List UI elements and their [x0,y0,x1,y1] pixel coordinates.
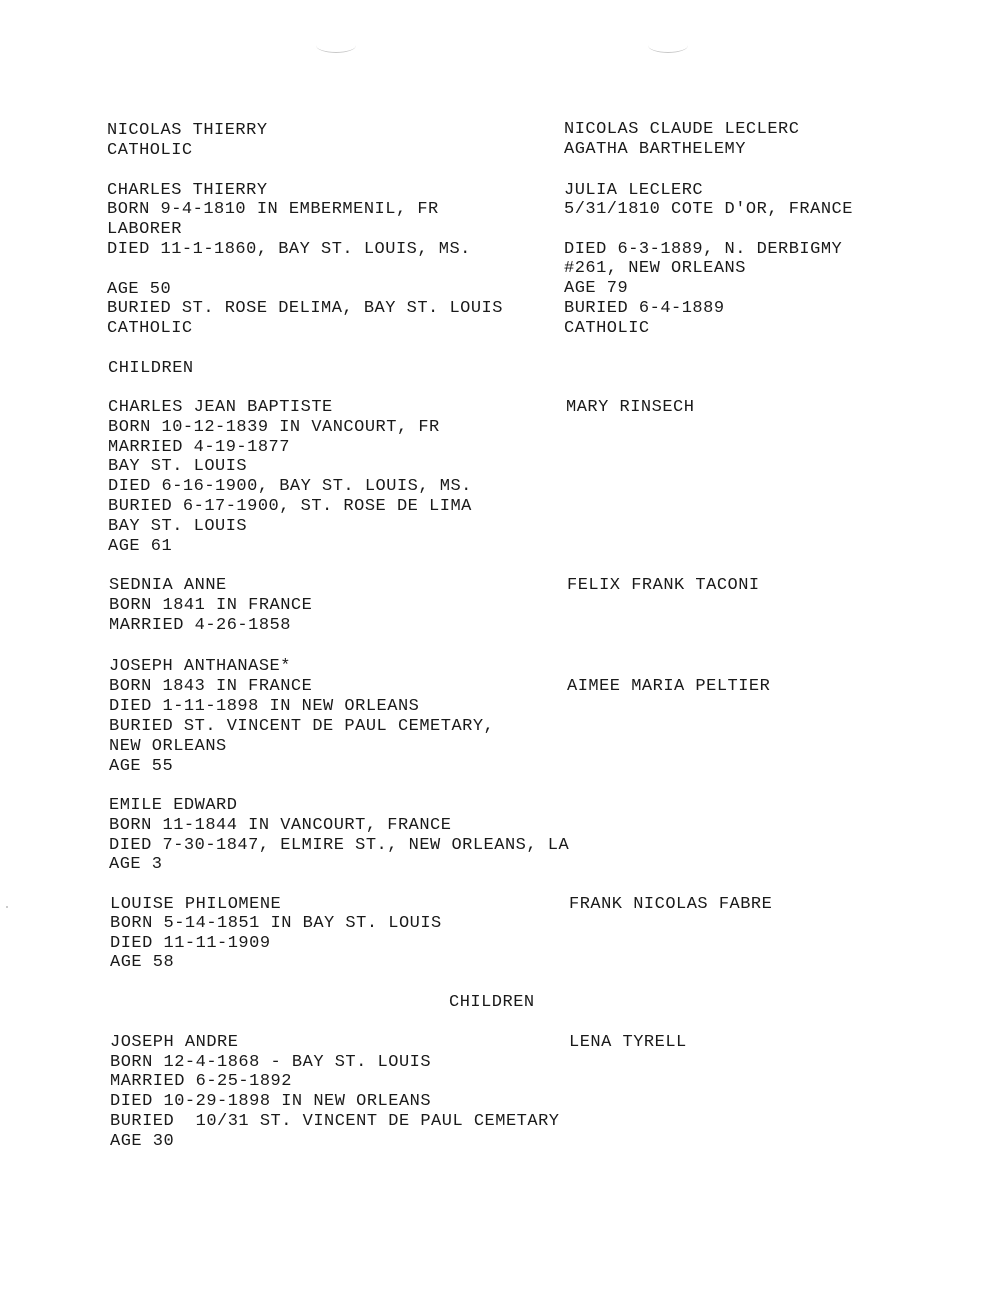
child3-spouse: AIMEE MARIA PELTIER [567,677,771,696]
husband-burial: BURIED ST. ROSE DELIMA, BAY ST. LOUIS [107,299,503,318]
child5-death: DIED 11-11-1909 [110,934,271,953]
child3-birth: BORN 1843 IN FRANCE [109,677,313,696]
child1-death: DIED 6-16-1900, BAY ST. LOUIS, MS. [108,477,472,496]
husband-death: DIED 11-1-1860, BAY ST. LOUIS, MS. [107,240,471,259]
grandchild1-spouse: LENA TYRELL [569,1033,687,1052]
scan-speck [6,906,8,908]
child3-age: AGE 55 [109,757,174,776]
child1-birth: BORN 10-12-1839 IN VANCOURT, FR [108,418,440,437]
child4-age: AGE 3 [109,855,163,874]
wife-religion: CATHOLIC [564,319,650,338]
children-heading: CHILDREN [108,359,194,378]
punch-hole-mark-right [648,38,688,53]
husband-occupation: LABORER [107,220,182,239]
wife-burial: BURIED 6-4-1889 [564,299,725,318]
husband-age: AGE 50 [107,280,172,299]
child1-name: CHARLES JEAN BAPTISTE [108,398,333,417]
wife-name: JULIA LECLERC [564,181,704,200]
wife-death: DIED 6-3-1889, N. DERBIGMY [564,240,843,259]
child4-birth: BORN 11-1844 IN VANCOURT, FRANCE [109,816,452,835]
grandchild1-birth: BORN 12-4-1868 - BAY ST. LOUIS [110,1053,432,1072]
wife-mother-name: AGATHA BARTHELEMY [564,140,746,159]
child1-burial: BURIED 6-17-1900, ST. ROSE DE LIMA [108,497,472,516]
father-name: NICOLAS THIERRY [107,121,268,140]
wife-death-address: #261, NEW ORLEANS [564,259,746,278]
child2-spouse: FELIX FRANK TACONI [567,576,760,595]
child3-burial: BURIED ST. VINCENT DE PAUL CEMETARY, [109,717,495,736]
child1-marriage: MARRIED 4-19-1877 [108,438,290,457]
wife-age: AGE 79 [564,279,629,298]
child2-birth: BORN 1841 IN FRANCE [109,596,313,615]
child4-death: DIED 7-30-1847, ELMIRE ST., NEW ORLEANS, LA [109,836,570,855]
punch-hole-mark-left [316,38,356,53]
child5-name: LOUISE PHILOMENE [110,895,282,914]
grandchildren-heading: CHILDREN [449,993,535,1012]
child3-death: DIED 1-11-1898 IN NEW ORLEANS [109,697,420,716]
child3-name: JOSEPH ANTHANASE* [109,657,291,676]
grandchild1-marriage: MARRIED 6-25-1892 [110,1072,292,1091]
grandchild1-age: AGE 30 [110,1132,175,1151]
child1-spouse: MARY RINSECH [566,398,695,417]
child2-name: SEDNIA ANNE [109,576,227,595]
child5-birth: BORN 5-14-1851 IN BAY ST. LOUIS [110,914,442,933]
wife-father-name: NICOLAS CLAUDE LECLERC [564,120,800,139]
child3-burial-place: NEW ORLEANS [109,737,227,756]
child1-burial-place: BAY ST. LOUIS [108,517,248,536]
grandchild1-name: JOSEPH ANDRE [110,1033,239,1052]
child2-marriage: MARRIED 4-26-1858 [109,616,291,635]
child1-age: AGE 61 [108,537,173,556]
grandchild1-death: DIED 10-29-1898 IN NEW ORLEANS [110,1092,432,1111]
child4-name: EMILE EDWARD [109,796,238,815]
grandchild1-burial: BURIED 10/31 ST. VINCENT DE PAUL CEMETARY [110,1112,560,1131]
father-religion: CATHOLIC [107,141,193,160]
husband-birth: BORN 9-4-1810 IN EMBERMENIL, FR [107,200,439,219]
child5-spouse: FRANK NICOLAS FABRE [569,895,773,914]
husband-name: CHARLES THIERRY [107,181,268,200]
child5-age: AGE 58 [110,953,175,972]
child1-marriage-place: BAY ST. LOUIS [108,457,248,476]
husband-religion: CATHOLIC [107,319,193,338]
wife-birth: 5/31/1810 COTE D'OR, FRANCE [564,200,853,219]
